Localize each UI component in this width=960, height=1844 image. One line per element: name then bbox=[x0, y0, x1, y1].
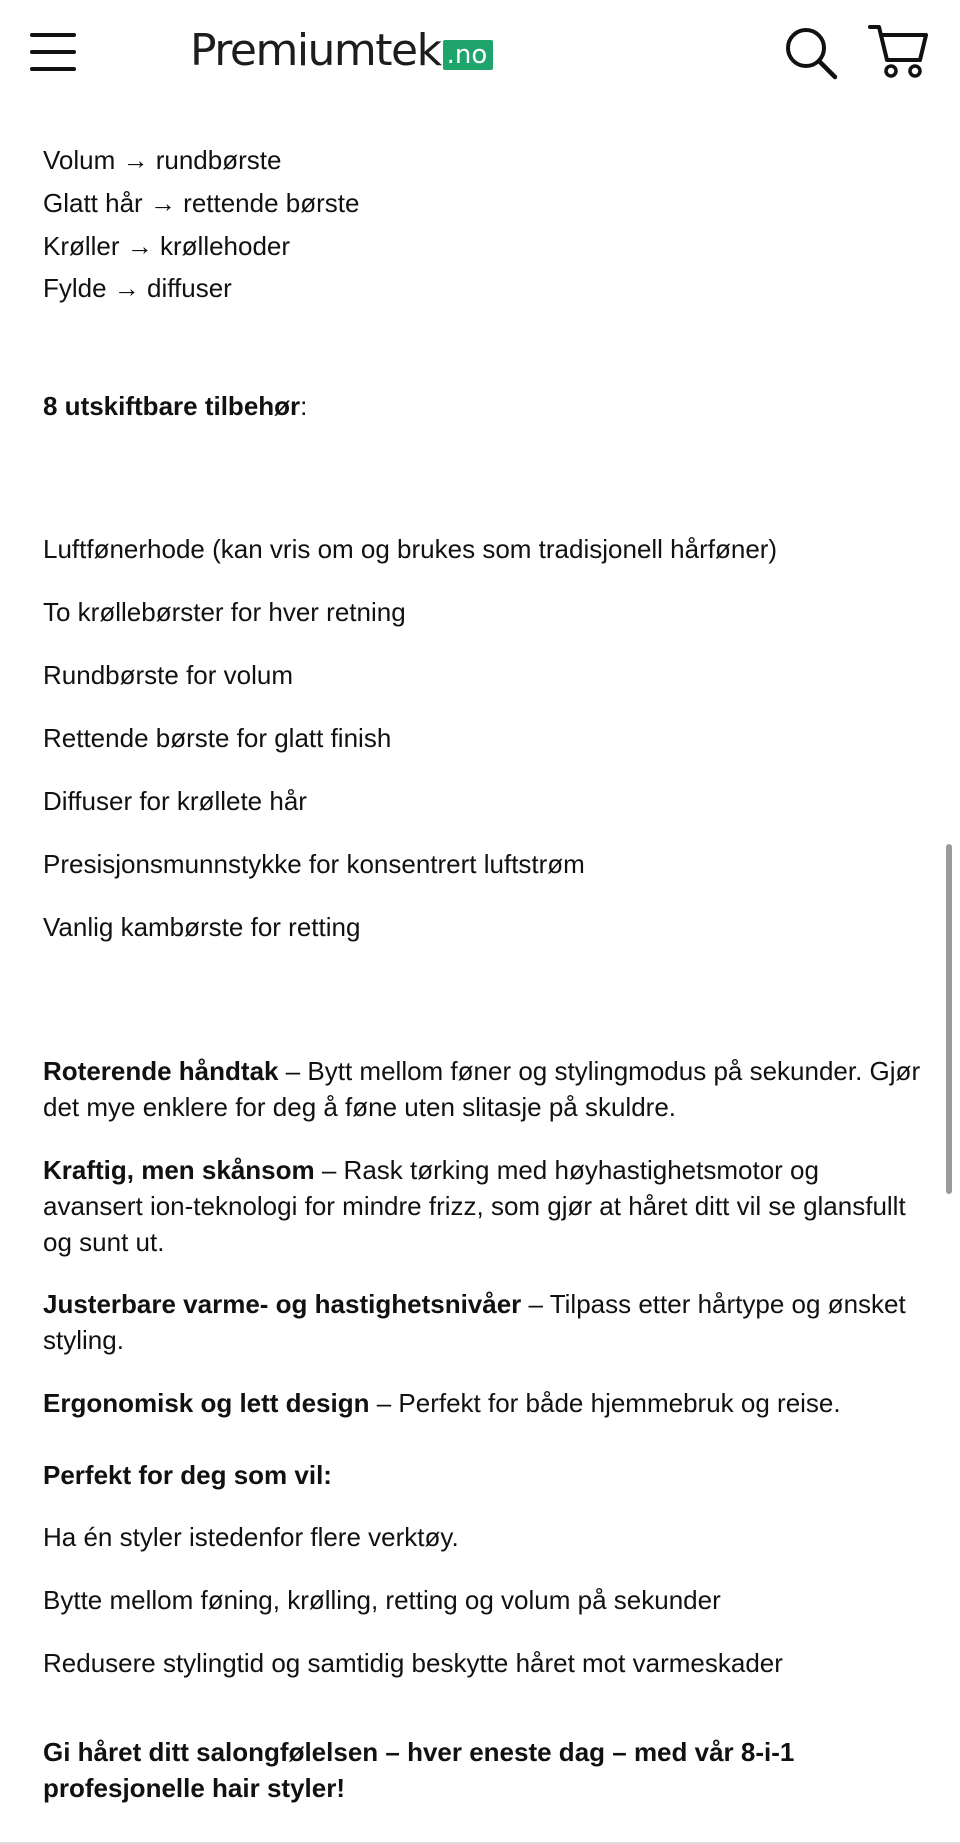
site-header bbox=[0, 0, 960, 104]
accessory-item: Luftfønerhode (kan vris om og brukes som tradisjonell hårføner) bbox=[43, 534, 778, 564]
logo-text: Premiumtek bbox=[190, 25, 441, 76]
perfect-item: Redusere stylingtid og samtidig beskytte håret mot varmeskader bbox=[43, 1648, 783, 1678]
accessories-heading bbox=[43, 388, 307, 424]
accessories-heading-text: 8 utskiftbare tilbehør bbox=[43, 391, 301, 421]
accessory-item: Rettende børste for glatt finish bbox=[43, 723, 392, 753]
site-logo[interactable] bbox=[190, 26, 493, 76]
accessory-item: Diffuser for krøllete hår bbox=[43, 786, 307, 816]
scrollbar[interactable] bbox=[946, 844, 952, 1194]
logo-badge: .no bbox=[443, 40, 494, 70]
hamburger-menu-icon[interactable] bbox=[30, 33, 76, 71]
perfect-item: Bytte mellom føning, krølling, retting og volum på sekunder bbox=[43, 1585, 721, 1615]
feature-text: – Bytt mellom føner og stylingmodus på sekunder. Gjør det mye enklere for deg å føne uten slitasje på skuldre. bbox=[43, 1056, 921, 1122]
accessory-item: Vanlig kambørste for retting bbox=[43, 912, 361, 942]
cart-icon[interactable] bbox=[868, 22, 928, 80]
accessory-item: To krøllebørster for hver retning bbox=[43, 597, 406, 627]
mapping-line: Krøller → krøllehoder bbox=[43, 231, 291, 261]
feature-paragraph bbox=[43, 1286, 923, 1358]
mapping-line: Fylde → diffuser bbox=[43, 273, 232, 303]
accessory-item: Presisjonsmunnstykke for konsentrert luftstrøm bbox=[43, 849, 585, 879]
mapping-line: Glatt hår → rettende børste bbox=[43, 188, 360, 218]
feature-paragraph bbox=[43, 1053, 923, 1125]
feature-title: Justerbare varme- og hastighetsnivåer bbox=[43, 1289, 522, 1319]
feature-title: Ergonomisk og lett design bbox=[43, 1388, 370, 1418]
feature-title: Kraftig, men skånsom bbox=[43, 1155, 315, 1185]
feature-paragraph bbox=[43, 1385, 923, 1421]
accessory-item: Rundbørste for volum bbox=[43, 660, 293, 690]
perfect-heading: Perfekt for deg som vil: bbox=[43, 1460, 332, 1490]
perfect-item: Ha én styler istedenfor flere verktøy. bbox=[43, 1522, 459, 1552]
mapping-line: Volum → rundbørste bbox=[43, 145, 282, 175]
search-icon[interactable] bbox=[784, 26, 838, 80]
closing-statement: Gi håret ditt salongfølelsen – hver eneste dag – med vår 8-i-1 profesjonelle hair styler! bbox=[43, 1737, 795, 1803]
feature-text: – Tilpass etter hårtype og ønsket styling. bbox=[43, 1289, 906, 1355]
feature-text: – Perfekt for både hjemmebruk og reise. bbox=[369, 1388, 841, 1418]
feature-text: – Rask tørking med høyhastighetsmotor og avansert ion-teknologi for mindre frizz, som gjør at håret ditt vil se glansfullt og sunt ut. bbox=[43, 1155, 906, 1257]
feature-paragraph bbox=[43, 1152, 923, 1260]
accessories-heading-colon: : bbox=[300, 391, 308, 421]
feature-title: Roterende håndtak bbox=[43, 1056, 279, 1086]
